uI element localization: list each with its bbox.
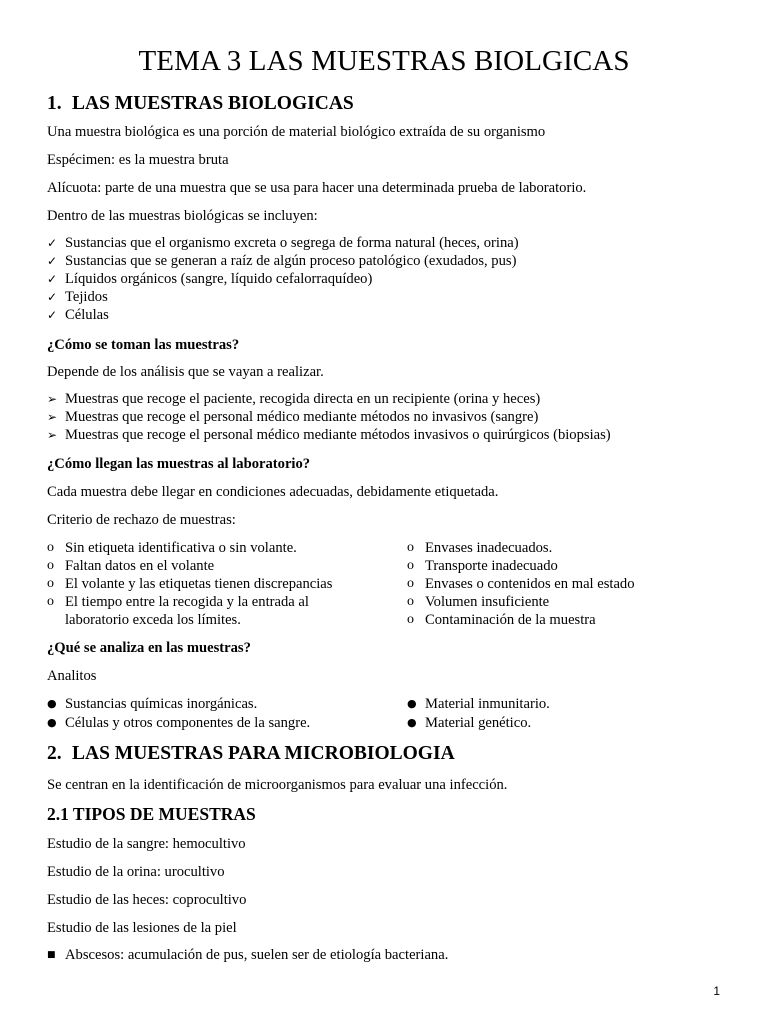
list-item [47,252,519,270]
list-item [47,306,519,324]
section-1-title: LAS MUESTRAS BIOLOGICAS [72,93,354,114]
question-analiza: ¿Qué se analiza en las muestras? [47,640,251,656]
paragraph-incluyen: Dentro de las muestras biológicas se incluyen: [47,208,318,224]
rechazo-list-left [47,539,345,629]
list-item [47,408,611,426]
paragraph-intro-micro: Se centran en la identificación de microorganismos para evaluar una infección. [47,777,508,793]
dot-bullet-icon: ● [407,697,417,710]
section-2-title: LAS MUESTRAS PARA MICROBIOLOGIA [72,743,455,764]
paragraph-alicuota: Alícuota: parte de una muestra que se usa para hacer una determinada prueba de laboratorio. [47,180,587,196]
arrowhead-bullet-icon: ➢ [47,410,58,424]
list-item [407,714,550,733]
list-item-text: Envases o contenidos en mal estado [425,576,635,592]
list-item-text: Muestras que recoge el personal médico mediante métodos invasivos o quirúrgicos (biopsias) [65,427,611,443]
checkmark-icon: ✓ [47,290,58,304]
circle-bullet-icon: o [47,558,54,573]
list-item-text: Material genético. [425,715,532,731]
list-item-text: Contaminación de la muestra [425,612,596,628]
list-item [407,539,635,557]
section-2-heading [47,741,455,767]
list-item [407,695,550,714]
list-item-text: Faltan datos en el volante [65,558,215,574]
paragraph-especimen: Espécimen: es la muestra bruta [47,152,229,168]
list-item-text: El volante y las etiquetas tienen discrepancias [65,576,333,592]
paragraph-heces: Estudio de las heces: coprocultivo [47,892,247,908]
square-list [47,946,448,965]
section-2-number: 2. [47,743,62,764]
list-item-text: Muestras que recoge el paciente, recogida directa en un recipiente (orina y heces) [65,391,541,407]
list-item [407,557,635,575]
checkmark-icon: ✓ [47,236,58,250]
list-item [47,390,611,408]
list-item-text: Sustancias químicas inorgánicas. [65,696,258,712]
paragraph-condiciones: Cada muestra debe llegar en condiciones adecuadas, debidamente etiquetada. [47,484,499,500]
list-item [47,539,345,557]
circle-bullet-icon: o [407,612,414,627]
list-item-text: El tiempo entre la recogida y la entrada al laboratorio exceda los límites. [65,594,309,628]
square-bullet-icon: ■ [47,950,56,960]
document-title: TEMA 3 LAS MUESTRAS BIOLGICAS [138,45,630,77]
list-item [47,593,345,629]
circle-bullet-icon: o [407,540,414,555]
list-item-text: Células y otros componentes de la sangre. [65,715,311,731]
list-item-text: Sin etiqueta identificativa o sin volante. [65,540,297,556]
section-1-number: 1. [47,93,62,114]
list-item-text: Abscesos: acumulación de pus, suelen ser de etiología bacteriana. [65,947,449,963]
list-item [47,557,345,575]
list-item [407,611,635,629]
list-item [47,575,345,593]
list-item [47,426,611,444]
paragraph-piel: Estudio de las lesiones de la piel [47,920,237,936]
list-item [47,270,519,288]
list-item-text: Envases inadecuados. [425,540,553,556]
section-1-heading [47,91,354,117]
list-item [47,288,519,306]
arrowhead-bullet-icon: ➢ [47,428,58,442]
circle-bullet-icon: o [407,594,414,609]
list-item-text: Material inmunitario. [425,696,550,712]
question-llegan: ¿Cómo llegan las muestras al laboratorio? [47,456,311,472]
circle-bullet-icon: o [407,576,414,591]
arrow-list [47,390,611,444]
circle-bullet-icon: o [47,594,54,609]
checkmark-icon: ✓ [47,272,58,286]
paragraph-orina: Estudio de la orina: urocultivo [47,864,225,880]
paragraph-depende: Depende de los análisis que se vayan a realizar. [47,364,324,380]
dot-bullet-icon: ● [47,697,57,710]
list-item [47,714,310,733]
list-item-text: Líquidos orgánicos (sangre, líquido cefalorraquídeo) [65,271,373,287]
list-item [47,946,448,965]
analitos-list-left [47,695,310,733]
list-item-text: Transporte inadecuado [425,558,558,574]
checkmark-icon: ✓ [47,308,58,322]
list-item [407,575,635,593]
circle-bullet-icon: o [47,576,54,591]
paragraph-analitos: Analitos [47,668,97,684]
list-item-text: Muestras que recoge el personal médico mediante métodos no invasivos (sangre) [65,409,539,425]
circle-bullet-icon: o [407,558,414,573]
list-item-text: Sustancias que el organismo excreta o segrega de forma natural (heces, orina) [65,235,519,251]
list-item-text: Volumen insuficiente [425,594,550,610]
dot-bullet-icon: ● [47,716,57,729]
question-toman: ¿Cómo se toman las muestras? [47,337,240,353]
list-item [47,234,519,252]
list-item-text: Sustancias que se generan a raíz de algún proceso patológico (exudados, pus) [65,253,517,269]
paragraph-sangre: Estudio de la sangre: hemocultivo [47,836,246,852]
circle-bullet-icon: o [47,540,54,555]
paragraph-criterio: Criterio de rechazo de muestras: [47,512,236,528]
subsection-heading: 2.1 TIPOS DE MUESTRAS [47,804,256,824]
list-item-text: Células [65,307,109,323]
list-item-text: Tejidos [65,289,108,305]
list-item [47,695,310,714]
rechazo-list-right [407,539,635,629]
analitos-list-right [407,695,550,733]
list-item [407,593,635,611]
arrowhead-bullet-icon: ➢ [47,392,58,406]
paragraph-definicion: Una muestra biológica es una porción de material biológico extraída de su organismo [47,124,546,140]
dot-bullet-icon: ● [407,716,417,729]
check-list [47,234,519,324]
checkmark-icon: ✓ [47,254,58,268]
page-number: 1 [713,984,720,998]
